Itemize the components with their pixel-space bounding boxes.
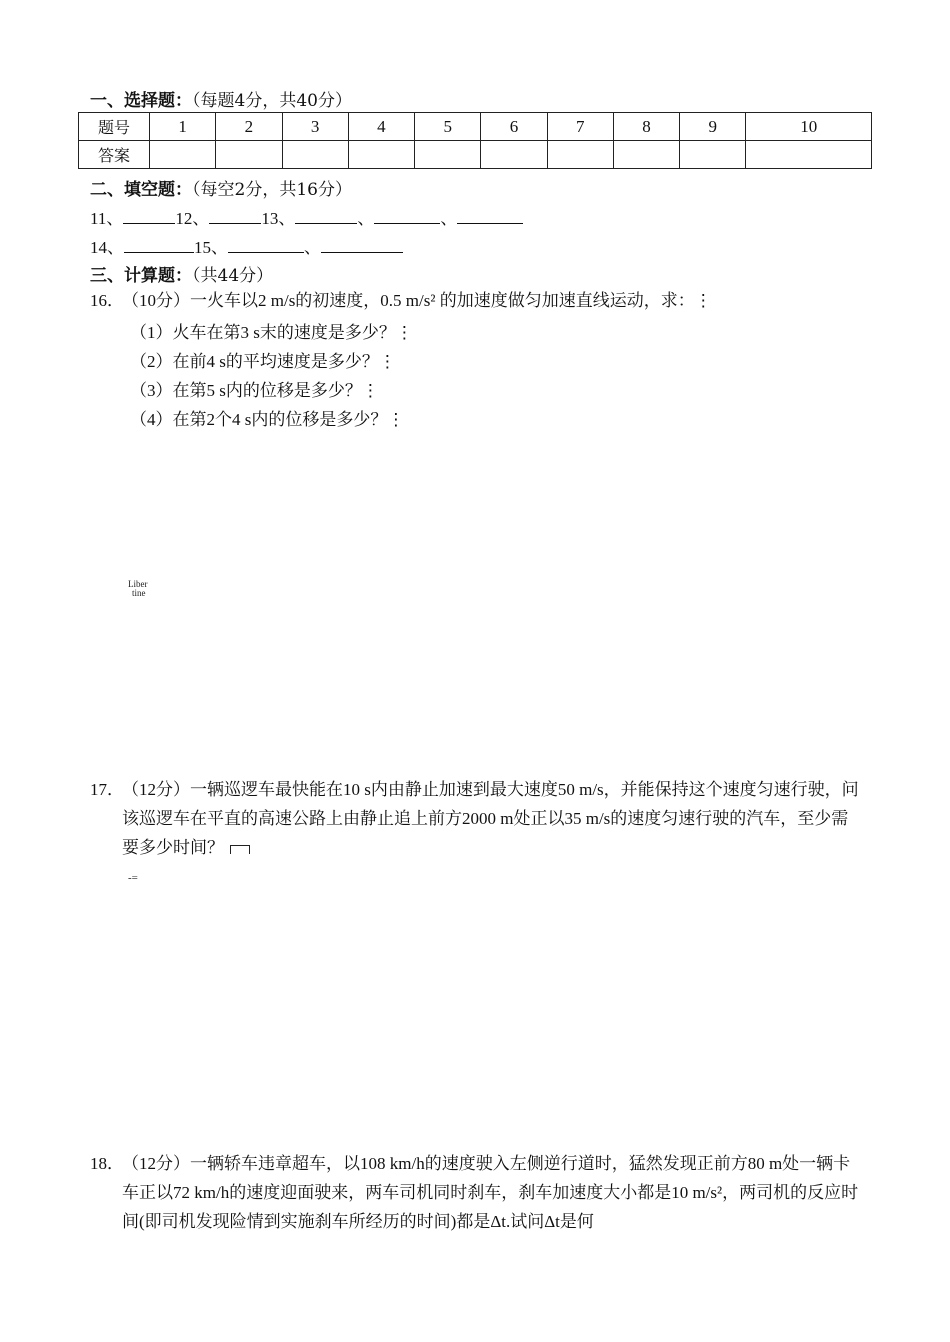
col-number: 8 [613, 113, 679, 141]
header-question-number: 题号 [79, 113, 150, 141]
answer-cell[interactable] [613, 141, 679, 169]
stray-mark-1-top: Liber [128, 579, 148, 589]
question-16-text: （10分）一火车以2 m/s的初速度，0.5 m/s² 的加速度做匀加速直线运动，求：⋮ [122, 291, 712, 310]
question-16-sub-2: （2）在前4 s的平均速度是多少？⋮ [130, 352, 396, 371]
col-number: 1 [150, 113, 216, 141]
answer-cell[interactable] [150, 141, 216, 169]
fill-line-2 [90, 233, 403, 258]
fill-label: 、 [440, 209, 458, 228]
stray-mark-2: -= [128, 872, 138, 884]
section-2-title: 二、填空题： [90, 180, 192, 200]
section-3-heading [90, 261, 273, 286]
section-3-note: （共44分） [192, 266, 274, 286]
fill-label: 、 [304, 238, 321, 257]
question-18 [90, 1149, 865, 1236]
question-18-number: 18． [90, 1154, 124, 1173]
question-17-text [122, 775, 865, 862]
fill-blank[interactable] [228, 236, 304, 253]
question-16-sub-4: （4）在第2个4 s内的位移是多少？⋮ [130, 410, 405, 429]
col-number: 4 [348, 113, 414, 141]
answer-cell[interactable] [348, 141, 414, 169]
fill-blank[interactable] [374, 207, 440, 224]
fill-label: 15、 [194, 238, 228, 257]
fill-blank[interactable] [123, 207, 175, 224]
section-1-heading [90, 86, 352, 111]
question-16-number: 16． [90, 291, 124, 310]
answer-cell[interactable] [282, 141, 348, 169]
answer-cell[interactable] [481, 141, 547, 169]
fill-label: 14、 [90, 238, 124, 257]
col-number: 2 [216, 113, 282, 141]
fill-label: 12、 [175, 209, 210, 228]
answer-cell[interactable] [216, 141, 282, 169]
question-16-sub-1: （1）火车在第3 s末的速度是多少？⋮ [130, 323, 413, 342]
section-1-title: 一、选择题： [90, 91, 192, 111]
question-16-sub-3: （3）在第5 s内的位移是多少？⋮ [130, 381, 379, 400]
question-17-number: 17． [90, 780, 124, 799]
fill-line-1 [90, 204, 523, 229]
section-3-title: 三、计算题： [90, 266, 192, 286]
fill-label: 11、 [90, 209, 124, 228]
answer-table-answer-row [79, 141, 872, 169]
question-17 [90, 775, 865, 862]
col-number: 6 [481, 113, 547, 141]
col-number: 7 [547, 113, 613, 141]
answer-cell[interactable] [547, 141, 613, 169]
answer-cell[interactable] [415, 141, 481, 169]
col-number: 3 [282, 113, 348, 141]
fill-label: 、 [357, 209, 375, 228]
section-2-note: （每空2分，共16分） [192, 180, 352, 200]
section-1-note: （每题4分，共40分） [192, 91, 352, 111]
question-17-content: （12分）一辆巡逻车最快能在10 s内由静止加速到最大速度50 m/s，并能保持这个速度匀速行驶，问该巡逻车在平直的高速公路上由静止追上前方2000 m处正以35 m/s的速度匀速行驶的汽车，至少需要多少时间？ [122, 780, 859, 857]
question-18-text: （12分）一辆轿车违章超车，以108 km/h的速度驶入左侧逆行道时，猛然发现正前方80 m处一辆卡车正以72 km/h的速度迎面驶来，两车司机同时刹车，刹车加速度大小都是10 m/s²，两司机的反应时间(即司机发现险情到实施刹车所经历的时间)都是Δt.试问Δt是何 [122, 1154, 859, 1231]
col-number: 5 [415, 113, 481, 141]
section-2-heading [90, 175, 352, 200]
fill-label: 13、 [261, 209, 296, 228]
col-number: 10 [746, 113, 872, 141]
fill-blank[interactable] [209, 207, 261, 224]
stray-mark-1-bottom: tine [132, 588, 146, 598]
header-answer: 答案 [79, 141, 150, 169]
col-number: 9 [680, 113, 746, 141]
fill-blank[interactable] [124, 236, 194, 253]
answer-table-number-row [79, 113, 872, 141]
fill-blank[interactable] [295, 207, 357, 224]
fill-blank[interactable] [321, 236, 403, 253]
question-16 [90, 286, 865, 315]
bracket-mark-icon [230, 845, 250, 854]
answer-table [78, 112, 872, 169]
answer-cell[interactable] [746, 141, 872, 169]
fill-blank[interactable] [457, 207, 523, 224]
stray-mark-1 [128, 580, 148, 598]
answer-cell[interactable] [680, 141, 746, 169]
